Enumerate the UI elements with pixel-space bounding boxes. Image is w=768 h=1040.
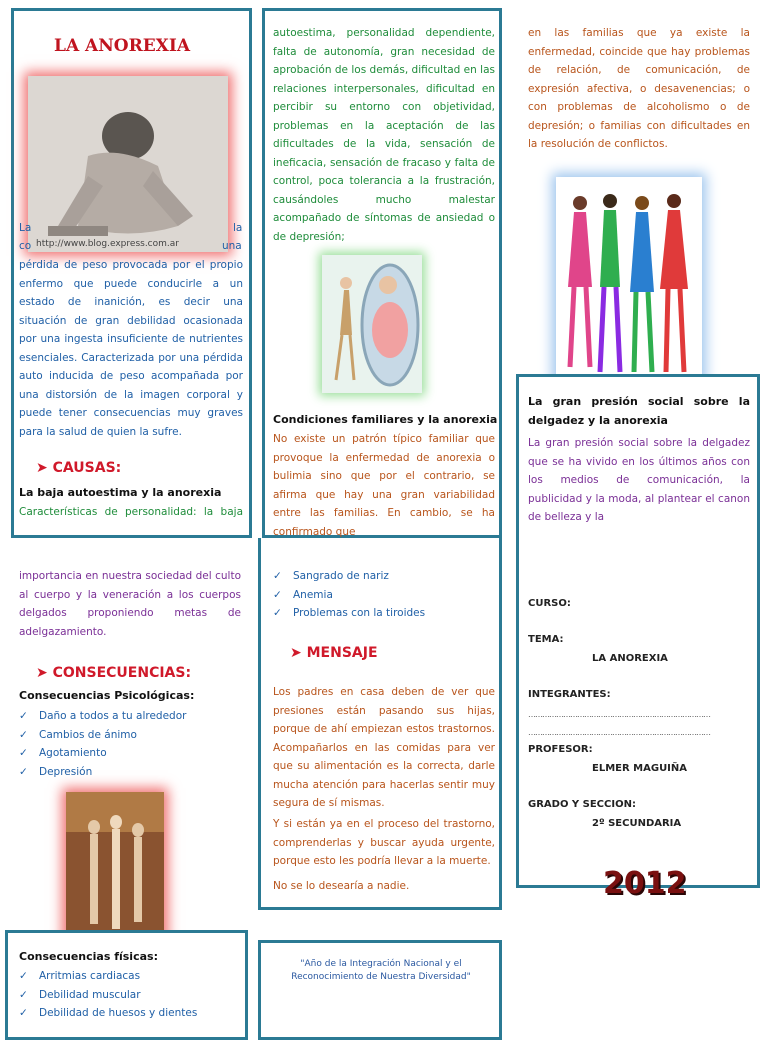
tema-label: TEMA: [528,634,564,645]
year-label: 2012 [603,866,687,901]
list-item: ✓ Arritmias cardiacas [19,967,239,986]
mirror-illustration [322,255,422,393]
list-item: ✓ Problemas con la tiroides [273,604,493,623]
familiares-heading: Condiciones familiares y la anorexia [273,413,498,426]
fashion-models-illustration [556,177,702,387]
profesor-label: PROFESOR: [528,744,593,755]
mensaje-heading [290,645,378,661]
list-item: ✓ Debilidad de huesos y dientes [19,1004,239,1023]
mensaje-p2: Y si están ya en el proceso del trastorno, comprenderlas y buscar ayuda urgente, porque esto les podría llevar a la muerte. [273,818,495,867]
integrantes-label: INTEGRANTES: [528,689,611,700]
fisicas-heading-label: Consecuencias físicas [19,950,154,963]
list-item: ✓ Debilidad muscular [19,986,239,1005]
intro-fragment-right: la [233,222,243,234]
psico-heading-label: Consecuencias Psicológicas [19,689,190,702]
motto-text: "Año de la Integración Nacional y el Reconocimiento de Nuestra Diversidad" [291,959,471,982]
culto-text: importancia en nuestra sociedad del culto al cuerpo y la veneración a los cuerpos delgados proponiendo metas de adelgazamiento. [19,570,241,638]
causas-heading [36,460,121,476]
more-consequences-list [273,567,493,623]
presion-text: La gran presión social sobre la delgadez que se ha vivido en los últimos años con los medios de comunicación, la publicidad y la moda, al plantear el canon de belleza y la [528,437,750,523]
fisicas-list [19,967,239,1023]
mensaje-p1: Los padres en casa deben de ver que presiones están pasando sus hijas, porque de ahí empiezan estos trastornos. Acompañarlos en las comidas para ver que su alimentación es la correcta, darle mucha atención para hacerlas sentir muy segura de sí mismas. [273,686,495,809]
image-caption: http://www.blog.express.com.ar [36,239,179,249]
panel-motto [258,940,502,1040]
figures-painting [66,792,164,942]
integrantes-line-1: …………………………………………………………………… [528,710,710,719]
anorexia-photo [28,76,228,252]
arrow-icon: ➤ [36,460,53,476]
list-item: ✓ Anemia [273,586,493,605]
intro-line2-left: co [19,240,32,252]
familiares-text: No existe un patrón típico familiar que provoque la enfermedad de anorexia o bulimia sino que por el contrario, se afirma que hay una gran variabilidad entre las familias. En cambio, se ha confirmado que [273,433,495,538]
psico-heading: Consecuencias Psicológicas: [19,689,195,702]
curso-label: CURSO: [528,598,571,609]
fisicas-heading: Consecuencias físicas: [19,950,158,963]
list-item: ✓ Daño a todos a tu alrededor [19,707,239,726]
grado-label: GRADO Y SECCION: [528,799,636,810]
consecuencias-heading [36,665,191,681]
list-item: ✓ Agotamiento [19,744,239,763]
personalidad-text: autoestima, personalidad dependiente, falta de autonomía, gran necesidad de aprobación de los demás, dificultad en las relaciones interpersonales, dificultad en percibir su entorno con objetividad, problemas en la aceptación de las dificultades de la vida, sensación de ineficacia, sensación de fracaso y falta de control, poca tolerancia a la frustración, causándoles mucho malestar acompañado de síntomas de ansiedad o de depresión; [273,27,495,243]
causas-text: Características de personalidad: la baja [19,506,243,518]
presion-heading: La gran presión social sobre la delgadez y la anorexia [528,395,750,427]
list-item: ✓ Sangrado de nariz [273,567,493,586]
tema-value: LA ANOREXIA [592,653,668,664]
intro-text: pérdida de peso provocada por el propio enfermo que puede conducirle a un estado de inanición, es decir una situación de gran debilidad ocasionada por una ingesta insuficiente de nutrientes esenciales. Caracterizada por una pérdida auto inducida de peso acompañada por una distorsión de la imagen corporal y puede tener consecuencias muy graves para la salud de quien la sufre. [19,259,243,438]
causas-subheading: La baja autoestima y la anorexia [19,486,222,499]
intro-line2-right: una [222,240,242,252]
grado-value: 2º SECUNDARIA [592,818,682,829]
integrantes-line-2: …………………………………………………………………… [528,728,710,737]
familias-text: en las familias que ya existe la enfermedad, coincide que hay problemas de relación, de comunicación, de expresión afectiva, o desavenencias; o con problemas de alcoholismo o de depresión; o familias con dificultades en la resolución de conflictos. [528,27,750,150]
mensaje-heading-label: MENSAJE [306,645,378,661]
list-item: ✓ Depresión [19,763,239,782]
list-item: ✓ Cambios de ánimo [19,726,239,745]
intro-fragment-left: La [19,222,32,234]
arrow-icon: ➤ [290,645,307,661]
arrow-icon: ➤ [36,665,53,681]
mensaje-p3: No se lo desearía a nadie. [273,880,410,892]
causas-heading-label: CAUSAS: [52,460,122,476]
page-title: LA ANOREXIA [54,36,191,56]
consecuencias-heading-label: CONSECUENCIAS: [52,665,192,681]
psico-list [19,707,239,781]
profesor-value: ELMER MAGUIÑA [592,763,688,774]
